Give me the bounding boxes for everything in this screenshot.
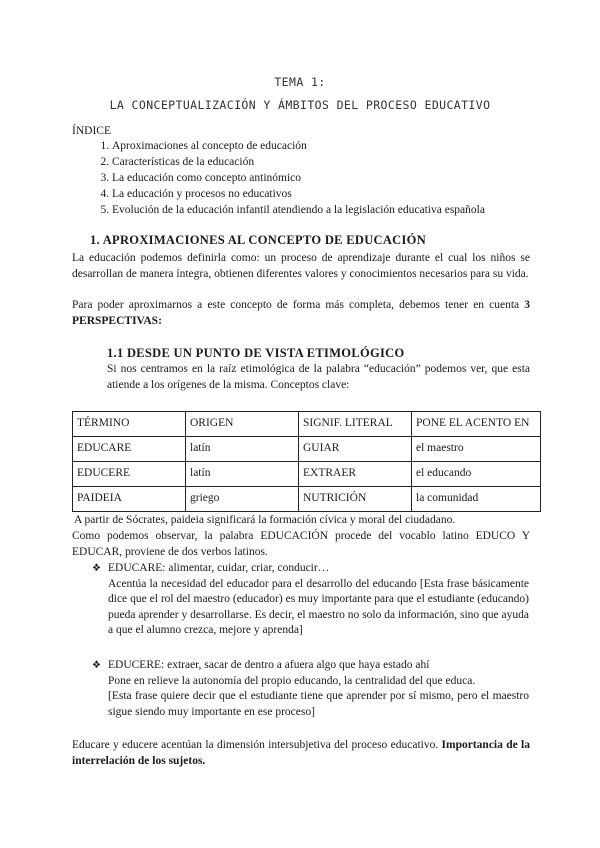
table-header-cell: ORIGEN [186,412,299,437]
diamond-bullet-icon: ❖ [92,563,101,574]
definition-paragraph: La educación podemos definirla como: un proceso de aprendizaje durante el cual los niños se desarrollan de manera íntegra, obtienen diferentes valores y conocimientos necesarios para su vida. [72,252,530,280]
closing-paragraph [72,738,530,769]
topic-number: TEMA 1: [274,75,326,89]
table-cell: EXTRAER [299,462,412,487]
bullet-title: EDUCERE: extraer, sacar de dentro a afuera algo que haya estado ahí [108,659,430,671]
etymology-table [72,411,541,512]
bullet-body: Pone en relieve la autonomía del propio educando, la centralidad del que educa. [108,674,476,687]
table-cell: el educando [412,462,541,487]
bullet-title: EDUCARE: alimentar, cuidar, criar, conducir… [108,562,330,574]
table-header-cell: TÉRMINO [73,412,186,437]
table-header-cell: SIGNIF. LITERAL [299,412,412,437]
index-item: 3. La educación como concepto antinómico [112,170,592,186]
table-cell: EDUCERE [73,462,186,487]
subsection-heading: 1.1 DESDE UN PUNTO DE VISTA ETIMOLÓGICO [107,346,405,360]
socrates-note: A partir de Sócrates, paideia significará la formación cívica y moral del ciudadano. [74,514,456,526]
bullet-educere [92,658,529,720]
table-cell: latín [186,462,299,487]
section-heading: 1. APROXIMACIONES AL CONCEPTO DE EDUCACIÓN [90,233,427,247]
etymology-paragraph: Si nos centramos en la raíz etimológica de la palabra “educación” podemos ver, que esta atiende a los orígenes de la misma. Conceptos clave: [107,363,530,391]
table-cell: griego [186,487,299,512]
table-cell: latín [186,437,299,462]
diamond-bullet-icon: ❖ [92,660,101,671]
table-row [73,487,541,512]
perspectives-paragraph [72,298,530,329]
index-item: 5. Evolución de la educación infantil atendiendo a la legislación educativa española [112,202,592,218]
table-cell: GUIAR [299,437,412,462]
bullet-body: [Esta frase quiere decir que el estudiante tiene que aprender por sí mismo, pero el maestro sigue siendo muy importante en ese proceso] [108,690,529,718]
closing-text: Educare y educere acentúan la dimensión intersubjetiva del proceso educativo. [72,739,442,751]
bullet-body: Acentúa la necesidad del educador para el desarrollo del educando [Esta frase básicamente dice que el rol del maestro (educador) es muy importante para que el estudiante (educando) pueda aprender y desarrollarse. Es decir, el maestro no solo da información, sino que ayuda a que el alumno crezca, mejore y aprenda] [108,577,529,636]
bullet-educare [92,561,529,639]
table-cell: NUTRICIÓN [299,487,412,512]
perspectives-text: Para poder aproximarnos a este concepto de forma más completa, debemos tener en cuenta [72,299,525,311]
index-list [90,138,592,218]
table-header-cell: PONE EL ACENTO EN [412,412,541,437]
closing-bold: Importancia de la interrelación de los sujetos. [72,739,530,767]
index-item: 1. Aproximaciones al concepto de educación [112,138,592,154]
index-item: 2. Características de la educación [112,154,592,170]
table-cell: el maestro [412,437,541,462]
table-row [73,462,541,487]
table-row [73,437,541,462]
table-header-row [73,412,541,437]
origin-paragraph: Como podemos observar, la palabra EDUCACIÓN procede del vocablo latino EDUCO Y EDUCAR, proviene de dos verbos latinos. [72,530,530,558]
table-cell: PAIDEIA [73,487,186,512]
page-title: LA CONCEPTUALIZACIÓN Y ÁMBITOS DEL PROCESO EDUCATIVO [109,98,491,112]
perspectives-bold: 3 PERSPECTIVAS: [72,299,530,327]
index-label: ÍNDICE [72,125,111,137]
table-cell: EDUCARE [73,437,186,462]
index-item: 4. La educación y procesos no educativos [112,186,592,202]
table-cell: la comunidad [412,487,541,512]
